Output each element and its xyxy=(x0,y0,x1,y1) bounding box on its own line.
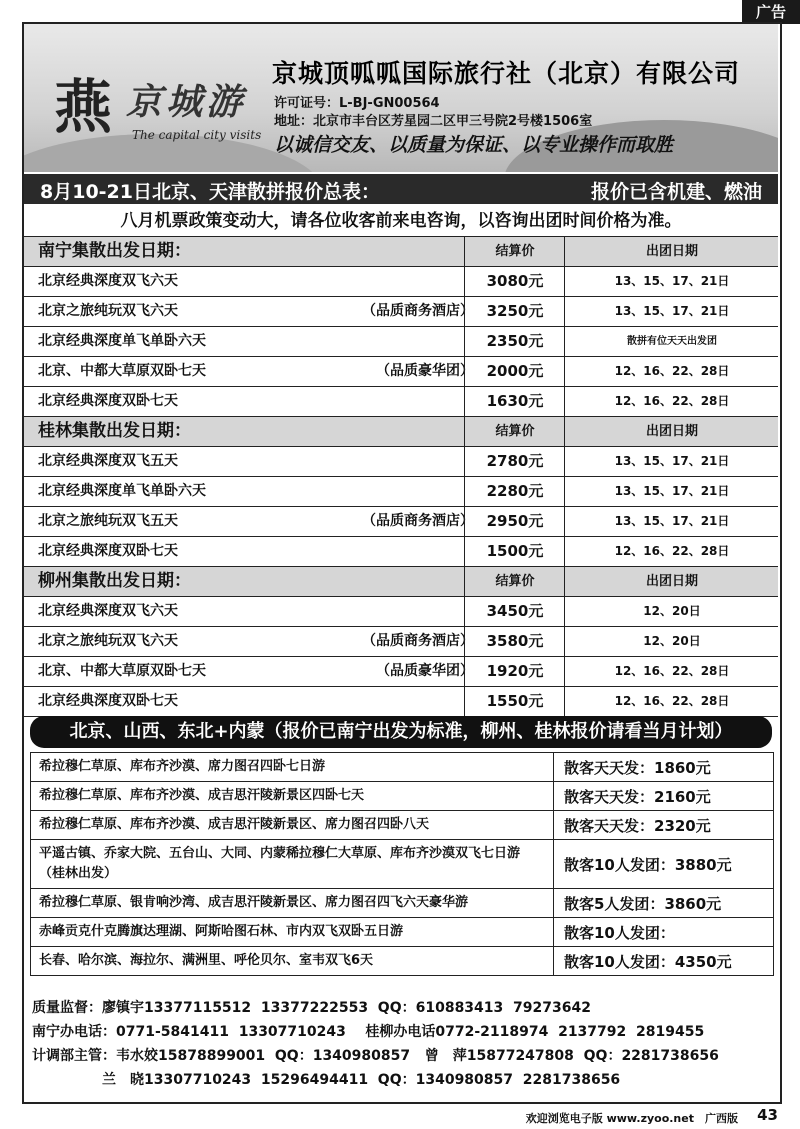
tour-row xyxy=(31,840,773,889)
departure-dates: 13、15、17、21日 xyxy=(564,507,779,536)
title-left: 8月10-21日北京、天津散拼报价总表： xyxy=(40,181,380,203)
price-table xyxy=(24,237,778,717)
departure-dates: 12、16、22、28日 xyxy=(564,387,779,416)
logo-mark: 燕 xyxy=(54,73,109,141)
route-note: （品质商务酒店） xyxy=(362,633,474,649)
settle-price: 2950元 xyxy=(464,507,565,536)
tour-row xyxy=(31,918,773,947)
tour-price: 散客天天发：2320元 xyxy=(553,811,773,839)
route-label: 北京经典深度单飞单卧六天 xyxy=(38,483,206,499)
settle-price: 1500元 xyxy=(464,537,565,566)
company-address: 地址：北京市丰台区芳星园二区甲三号院2号楼1506室 xyxy=(274,114,593,129)
price-table-header xyxy=(24,417,778,447)
route-name xyxy=(24,597,478,626)
price-table-row xyxy=(24,297,778,327)
tour-table xyxy=(30,752,774,976)
route-name xyxy=(24,687,478,716)
contact-line: 计调部主管：韦水姣15878899001 QQ：1340980857 曾 萍15877247808 QQ：2281738656 xyxy=(32,1048,719,1064)
route-label: 桂林集散出发日期： xyxy=(38,421,191,441)
route-name xyxy=(24,267,478,296)
departure-dates: 12、20日 xyxy=(564,627,779,656)
route-label: 北京经典深度双飞五天 xyxy=(38,453,178,469)
route-label: 北京经典深度双卧七天 xyxy=(38,693,178,709)
tour-name: 希拉穆仁草原、库布齐沙漠、席力图召四卧七日游 xyxy=(39,759,326,774)
route-name xyxy=(24,357,478,386)
route-name xyxy=(24,477,478,506)
settle-price: 3580元 xyxy=(464,627,565,656)
tour-name: 赤峰贡克什克腾旗达理湖、阿斯哈图石林、市内双飞双卧五日游 xyxy=(39,924,404,939)
page-number: 43 xyxy=(757,1106,778,1124)
departure-dates: 12、16、22、28日 xyxy=(564,687,779,716)
title-right: 报价已含机建、燃油 xyxy=(590,181,762,203)
section2-title: 北京、山西、东北+内蒙（报价已南宁出发为标准，柳州、桂林报价请看当月计划） xyxy=(30,716,772,748)
route-note: （品质豪华团） xyxy=(376,363,474,379)
settle-price: 1630元 xyxy=(464,387,565,416)
departure-dates: 13、15、17、21日 xyxy=(564,297,779,326)
header-banner xyxy=(24,24,778,172)
price-table-row xyxy=(24,267,778,297)
tour-row xyxy=(31,889,773,918)
departure-dates: 12、20日 xyxy=(564,597,779,626)
route-note: （品质商务酒店） xyxy=(362,303,474,319)
contact-line: 兰 晓13307710243 15296494411 QQ：1340980857 2281738656 xyxy=(32,1072,621,1088)
footer-site: 欢迎浏览电子版 www.zyoo.net 广西版 xyxy=(525,1112,738,1125)
route-name xyxy=(24,237,478,266)
logo-name: 京城游 xyxy=(126,81,247,123)
price-table-header xyxy=(24,567,778,597)
price-table-row xyxy=(24,357,778,387)
departure-dates: 13、15、17、21日 xyxy=(564,447,779,476)
tour-name: 长春、哈尔滨、海拉尔、满洲里、呼伦贝尔、室韦双飞6天 xyxy=(39,953,374,968)
price-table-row xyxy=(24,447,778,477)
departure-dates: 12、16、22、28日 xyxy=(564,537,779,566)
tour-row xyxy=(31,947,773,975)
route-label: 南宁集散出发日期： xyxy=(38,241,191,261)
settle-price: 2280元 xyxy=(464,477,565,506)
tour-name: 希拉穆仁草原、库布齐沙漠、成吉思汗陵新景区四卧七天 xyxy=(39,788,365,803)
contact-line: 南宁办电话：0771-5841411 13307710243 桂柳办电话0772-2118974 2137792 2819455 xyxy=(32,1024,705,1040)
departure-dates: 13、15、17、21日 xyxy=(564,477,779,506)
route-name xyxy=(24,417,478,446)
route-name xyxy=(24,537,478,566)
price-table-row xyxy=(24,537,778,567)
departure-dates: 出团日期 xyxy=(564,237,779,266)
route-name xyxy=(24,507,478,536)
route-label: 北京之旅纯玩双飞五天 xyxy=(38,513,178,529)
route-label: 北京经典深度双飞六天 xyxy=(38,273,178,289)
settle-price: 结算价 xyxy=(464,417,565,446)
price-table-row xyxy=(24,657,778,687)
tour-name: 希拉穆仁草原、银肯响沙湾、成吉思汗陵新景区、席力图召四飞六天豪华游 xyxy=(39,895,469,910)
route-label: 北京经典深度双卧七天 xyxy=(38,543,178,559)
route-note: （品质豪华团） xyxy=(376,663,474,679)
settle-price: 3250元 xyxy=(464,297,565,326)
route-label: 北京经典深度单飞单卧六天 xyxy=(38,333,206,349)
route-name xyxy=(24,387,478,416)
settle-price: 1550元 xyxy=(464,687,565,716)
settle-price: 结算价 xyxy=(464,237,565,266)
tour-row xyxy=(31,753,773,782)
route-name xyxy=(24,327,478,356)
settle-price: 3450元 xyxy=(464,597,565,626)
route-name xyxy=(24,447,478,476)
price-table-row xyxy=(24,387,778,417)
contact-line: 质量监督：廖镇宇13377115512 13377222553 QQ：610883413 79273642 xyxy=(32,1000,591,1016)
route-name xyxy=(24,567,478,596)
company-slogan: 以诚信交友、以质量为保证、以专业操作而取胜 xyxy=(274,134,674,156)
route-label: 北京经典深度双卧七天 xyxy=(38,393,178,409)
settle-price: 2000元 xyxy=(464,357,565,386)
tour-price: 散客10人发团： xyxy=(553,918,773,946)
tour-price: 散客10人发团：4350元 xyxy=(553,947,773,975)
contact-info xyxy=(32,996,719,1092)
price-summary-title xyxy=(24,174,778,204)
tour-name: 希拉穆仁草原、库布齐沙漠、成吉思汗陵新景区、席力图召四卧八天 xyxy=(39,817,430,832)
tour-name: 平遥古镇、乔家大院、五台山、大同、内蒙稀拉穆仁大草原、库布齐沙漠双飞七日游 （桂林出发） xyxy=(39,846,534,881)
departure-dates: 13、15、17、21日 xyxy=(564,267,779,296)
price-table-row xyxy=(24,507,778,537)
page-footer xyxy=(24,1102,778,1128)
route-label: 柳州集散出发日期： xyxy=(38,571,191,591)
route-label: 北京之旅纯玩双飞六天 xyxy=(38,633,178,649)
price-table-row xyxy=(24,597,778,627)
route-label: 北京、中都大草原双卧七天 xyxy=(38,663,206,679)
route-label: 北京之旅纯玩双飞六天 xyxy=(38,303,178,319)
settle-price: 3080元 xyxy=(464,267,565,296)
departure-dates: 出团日期 xyxy=(564,417,779,446)
price-table-row xyxy=(24,687,778,717)
price-table-row xyxy=(24,327,778,357)
route-name xyxy=(24,627,478,656)
route-label: 北京经典深度双飞六天 xyxy=(38,603,178,619)
price-table-row xyxy=(24,627,778,657)
logo-subtitle: The capital city visits xyxy=(132,128,262,142)
tour-price: 散客10人发团：3880元 xyxy=(553,840,773,888)
departure-dates: 出团日期 xyxy=(564,567,779,596)
company-name: 京城顶呱呱国际旅行社（北京）有限公司 xyxy=(272,59,741,88)
route-name xyxy=(24,657,478,686)
departure-dates: 12、16、22、28日 xyxy=(564,357,779,386)
route-label: 北京、中都大草原双卧七天 xyxy=(38,363,206,379)
tour-price: 散客天天发：1860元 xyxy=(553,753,773,781)
tour-price: 散客天天发：2160元 xyxy=(553,782,773,810)
departure-dates: 散拼有位天天出发团 xyxy=(564,327,779,356)
route-note: （品质商务酒店） xyxy=(362,513,474,529)
ad-tag: 广告 xyxy=(742,0,800,24)
route-name xyxy=(24,297,478,326)
license-number: 许可证号：L-BJ-GN00564 xyxy=(274,96,440,111)
settle-price: 2350元 xyxy=(464,327,565,356)
settle-price: 结算价 xyxy=(464,567,565,596)
tour-row xyxy=(31,782,773,811)
price-table-header xyxy=(24,237,778,267)
tour-price: 散客5人发团：3860元 xyxy=(553,889,773,917)
settle-price: 2780元 xyxy=(464,447,565,476)
departure-dates: 12、16、22、28日 xyxy=(564,657,779,686)
tour-row xyxy=(31,811,773,840)
policy-notice: 八月机票政策变动大，请各位收客前来电咨询，以咨询出团时间价格为准。 xyxy=(24,206,778,237)
price-table-row xyxy=(24,477,778,507)
settle-price: 1920元 xyxy=(464,657,565,686)
